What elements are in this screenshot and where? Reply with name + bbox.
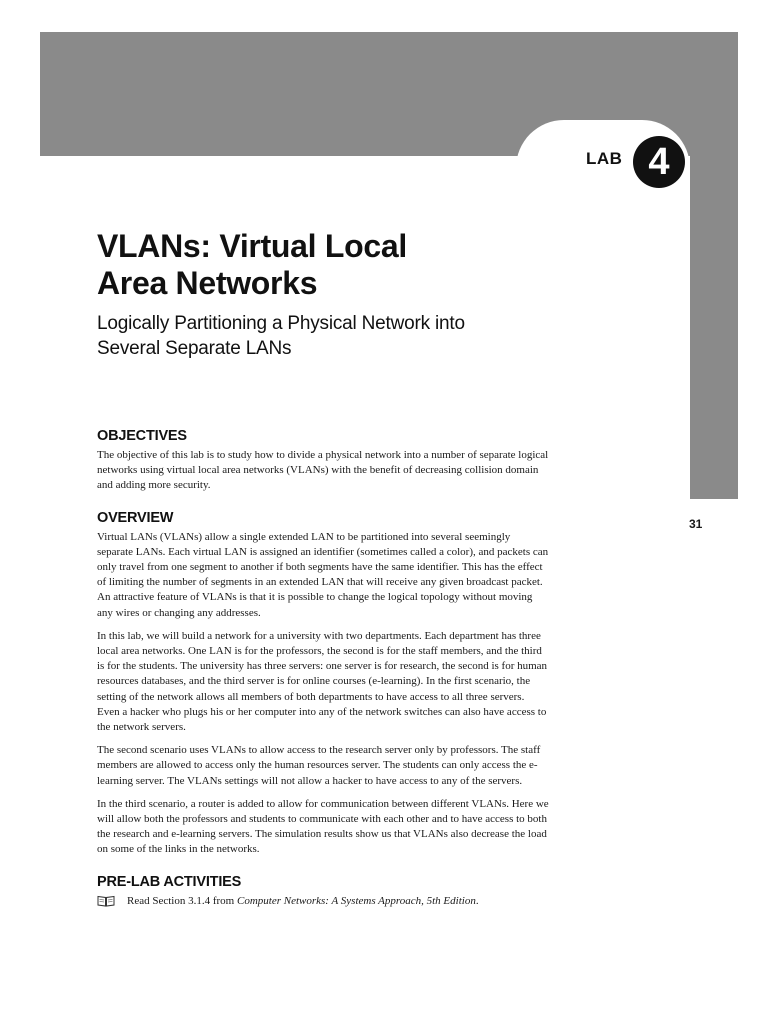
- overview-paragraph: In the third scenario, a router is added to allow for communication between different VLANs. Here we will allow both the professors and students to communicate with each other and to have access to both the research and e-learning servers. The simulation results show us that VLANs also decrease the load on some of the links in the networks.: [97, 797, 549, 856]
- subtitle-line-1: Logically Partitioning a Physical Network into: [97, 313, 465, 334]
- objectives-section: [97, 428, 549, 494]
- overview-heading: OVERVIEW: [97, 509, 174, 526]
- objectives-heading: OBJECTIVES: [97, 428, 187, 444]
- main-content: [97, 428, 549, 909]
- overview-paragraph: In this lab, we will build a network for a university with two departments. Each department has three local area networks. One LAN is for the professors, the second is for the staff members, and the third is for the students. The university has three servers: one server is for research, the second is for human resources databases, and the third server is for online courses (e-learning). In the first scenario, the setting of the network allows all members of both departments to have access to all three servers. Even a hacker who plugs his or her computer into any of the network switches can also have access to the network servers.: [97, 629, 548, 734]
- page-subtitle: [97, 311, 557, 361]
- objectives-text: The objective of this lab is to study how to divide a physical network into a number of separate logical networks using virtual local area networks (VLANs) with the benefit of decreasing collision domain and adding more security.: [97, 449, 549, 492]
- prelab-item-suffix: .: [475, 894, 479, 907]
- title-line-1: VLANs: Virtual Local: [97, 228, 407, 264]
- overview-section: [97, 510, 549, 858]
- subtitle-line-2: Several Separate LANs: [97, 338, 292, 359]
- overview-paragraph: The second scenario uses VLANs to allow access to the research server only by professors. The staff members are allowed to access only the human resources server. The students can only access the e-learning server. The VLANs settings will not allow a hacker to have access to any of the servers.: [97, 744, 541, 787]
- prelab-item-prefix: Read Section 3.1.4 from: [127, 894, 237, 907]
- prelab-item: [97, 894, 549, 909]
- lab-label: LAB: [586, 149, 623, 168]
- page-title: [97, 228, 537, 302]
- prelab-heading: PRE-LAB ACTIVITIES: [97, 873, 242, 890]
- prelab-section: [97, 874, 549, 909]
- title-line-2: Area Networks: [97, 265, 318, 301]
- side-bar: [690, 156, 738, 499]
- book-icon: [97, 895, 115, 907]
- prelab-item-text: [127, 894, 479, 909]
- lab-number-badge: 4: [633, 136, 685, 188]
- page-number: 31: [689, 517, 703, 531]
- book-title: Computer Networks: A Systems Approach, 5th Edition: [236, 894, 476, 907]
- overview-paragraph: Virtual LANs (VLANs) allow a single extended LAN to be partitioned into several seemingly separate LANs. Each virtual LAN is assigned an identifier (sometimes called a color), and packets can only travel from one segment to another if both segments have the same identifier. This has the effect of limiting the number of segments in an extended LAN that will receive any given broadcast packet. An attractive feature of VLANs is that it is possible to change the logical topology without moving any wires or changing any addresses.: [97, 530, 549, 619]
- side-bar-top: [690, 120, 738, 160]
